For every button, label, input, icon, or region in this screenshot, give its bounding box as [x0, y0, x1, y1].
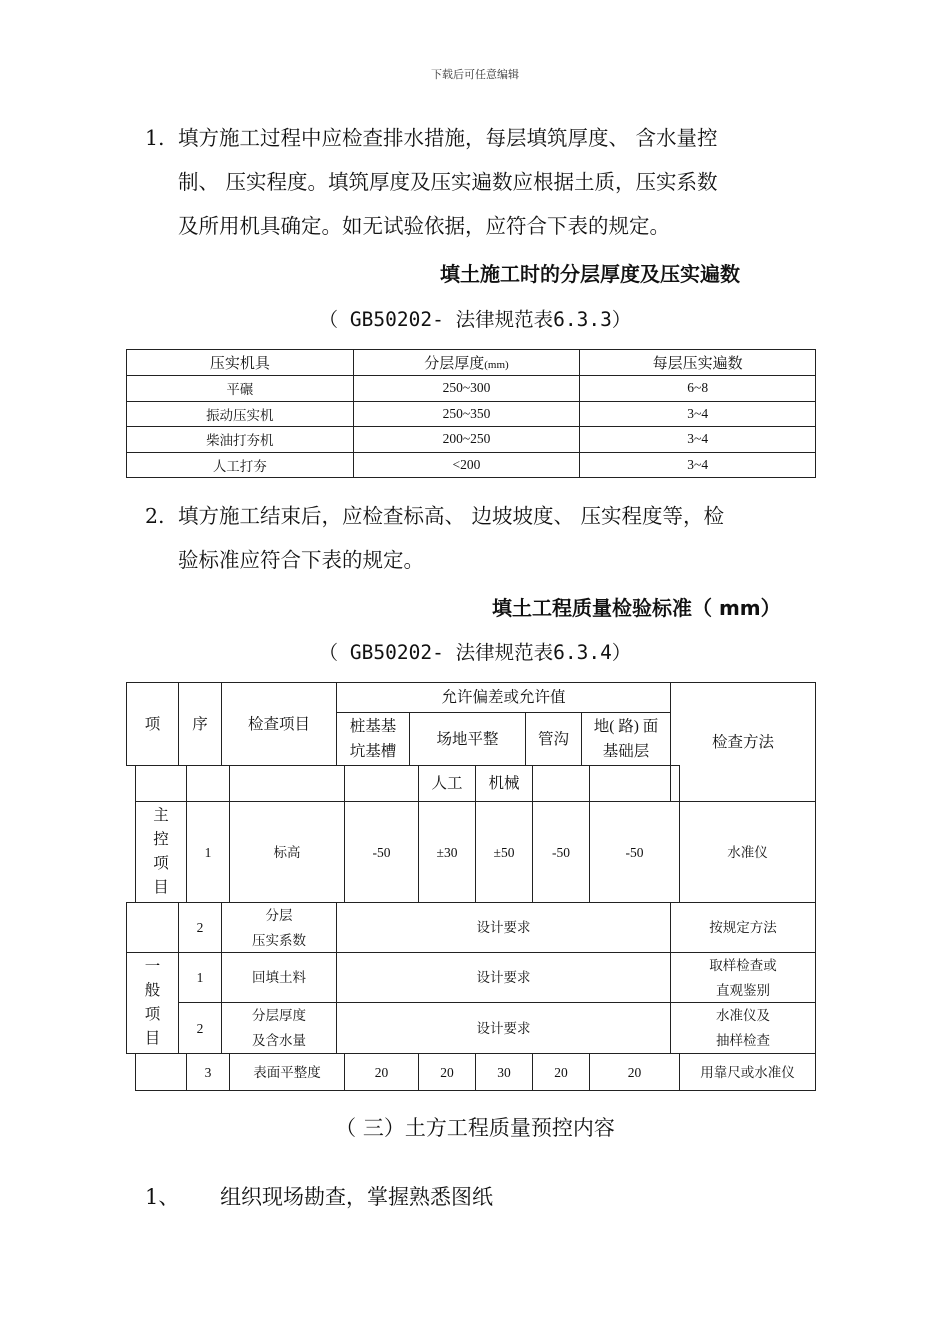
header-line: 地( 路) 面 [593, 718, 659, 735]
table-cell: 柴油打夯机 [127, 427, 354, 453]
header-text: 分层厚度 [424, 356, 485, 372]
empty-cell [532, 765, 590, 802]
table-cell: 设计要求 [336, 1002, 671, 1054]
table-cell: -50 [344, 801, 419, 903]
table-cell: 设计要求 [336, 902, 671, 953]
table-cell [670, 952, 816, 1003]
subtitle-law: 法律规范表 [455, 641, 554, 664]
header-cell: 压实机具 [127, 350, 354, 376]
empty-cell [344, 765, 419, 802]
empty-cell [229, 765, 345, 802]
title-text: 填土工程质量检验标准 [492, 596, 692, 620]
table-cell: 3~4 [580, 452, 816, 478]
empty-cell [186, 765, 230, 802]
table-cell: 标高 [229, 801, 345, 903]
table-cell: 3~4 [580, 401, 816, 427]
table2-title [492, 592, 781, 621]
table-cell: 20 [344, 1053, 419, 1091]
label-char: 一 [144, 958, 161, 975]
subtitle-law: 法律规范表 [455, 308, 554, 331]
table-cell: 200~250 [353, 427, 580, 453]
cell-line: 抽样检查 [716, 1033, 770, 1048]
header-unit: (mm) [484, 359, 509, 371]
header-road [581, 712, 671, 766]
table-row [127, 427, 816, 453]
header-manual: 人工 [418, 765, 476, 802]
header-method: 检查方法 [670, 682, 816, 802]
empty-cell [135, 765, 187, 802]
list-number: 1、 [145, 1185, 180, 1209]
paragraph-number: 1. [145, 126, 165, 150]
general-item-label [126, 952, 179, 1054]
cell-line: 分层厚度 [252, 1008, 306, 1023]
label-char: 主 [153, 807, 169, 824]
table-cell [221, 902, 337, 953]
table-row [127, 452, 816, 478]
label-char: 目 [153, 879, 169, 896]
table-cell: 表面平整度 [229, 1053, 345, 1091]
table-cell: 平碾 [127, 376, 354, 402]
cell-line: 压实系数 [252, 932, 306, 948]
empty-cell [589, 765, 680, 802]
cell-line: 及含水量 [252, 1033, 306, 1048]
paragraph-1 [145, 116, 825, 248]
subtitle-num: 6.3.4） [553, 641, 632, 664]
paragraph-number: 2. [145, 504, 165, 528]
subtitle-code: GB50202- [338, 641, 456, 664]
label-char: 般 [144, 982, 161, 999]
table-cell: 3~4 [580, 427, 816, 453]
header-seq: 序 [178, 682, 222, 766]
page-header: 下载后可任意编辑 [431, 68, 519, 81]
table-cell: -50 [532, 801, 590, 903]
table1-subtitle [0, 304, 950, 332]
table-cell: 设计要求 [336, 952, 671, 1003]
paragraph-line: 验标准应符合下表的规定。 [178, 548, 424, 572]
cell-line: 直观鉴别 [716, 982, 770, 998]
header-allowance: 允许偏差或允许值 [336, 682, 671, 713]
section-heading: （ 三）土方工程质量预控内容 [335, 1116, 615, 1140]
header-check-item: 检查项目 [221, 682, 337, 766]
subtitle-num: 6.3.3） [553, 308, 632, 331]
cell-line: 水准仪及 [716, 1008, 770, 1023]
cell-line: 分层 [265, 907, 293, 923]
label-char: 项 [153, 855, 169, 872]
table-cell: 20 [532, 1053, 590, 1091]
header-site: 场地平整 [409, 712, 526, 766]
empty-cell [135, 1053, 187, 1091]
header-item: 项 [126, 682, 179, 766]
table2-subtitle [0, 637, 950, 665]
table-cell: -50 [589, 801, 680, 903]
header-pile [336, 712, 410, 766]
paragraph-2 [145, 494, 825, 582]
table-row [127, 376, 816, 402]
table-cell: 用靠尺或水准仪 [679, 1053, 816, 1091]
label-char: 控 [153, 831, 169, 848]
subtitle-paren: （ [318, 308, 339, 331]
cell-line: 取样检查或 [709, 957, 777, 973]
table-cell: 振动压实机 [127, 401, 354, 427]
header-line: 桩基基 [349, 718, 397, 735]
table-cell [221, 1002, 337, 1054]
header-line: 基础层 [602, 743, 650, 760]
table-cell: 6~8 [580, 376, 816, 402]
table-cell: 250~350 [353, 401, 580, 427]
paragraph-line: 制、 压实程度。填筑厚度及压实遍数应根据土质，压实系数 [178, 170, 718, 194]
table-cell: 3 [186, 1053, 230, 1091]
header-machine: 机械 [475, 765, 533, 802]
paragraph-line: 填方施工过程中应检查排水措施，每层填筑厚度、 含水量控 [178, 126, 718, 150]
empty-cell [126, 902, 179, 953]
label-char: 目 [144, 1030, 161, 1047]
list-text: 组织现场勘查，掌握熟悉图纸 [220, 1185, 494, 1209]
table-cell: 1 [178, 952, 222, 1003]
header-cell: 每层压实遍数 [580, 350, 816, 376]
subtitle-paren: （ [318, 641, 339, 664]
table-cell: 1 [186, 801, 230, 903]
table-cell: 人工打夯 [127, 452, 354, 478]
list-item [145, 1181, 493, 1211]
table-cell [670, 1002, 816, 1054]
table-cell: 20 [418, 1053, 476, 1091]
table1-title: 填土施工时的分层厚度及压实遍数 [440, 262, 740, 286]
label-char: 项 [144, 1006, 161, 1023]
paragraph-line: 填方施工结束后，应检查标高、 边坡坡度、 压实程度等，检 [178, 504, 725, 528]
table-cell: 回填土料 [221, 952, 337, 1003]
table-cell: ±30 [418, 801, 476, 903]
table-cell: 水准仪 [679, 801, 816, 903]
table-cell: 250~300 [353, 376, 580, 402]
main-control-label [135, 801, 187, 903]
compaction-table [126, 349, 816, 478]
subtitle-code: GB50202- [338, 308, 456, 331]
title-unit: （ mm） [692, 596, 781, 620]
table-cell: <200 [353, 452, 580, 478]
table-cell: 2 [178, 902, 222, 953]
table-cell: ±50 [475, 801, 533, 903]
table-cell: 2 [178, 1002, 222, 1054]
table-cell: 30 [475, 1053, 533, 1091]
header-cell [353, 350, 580, 376]
table-cell: 20 [589, 1053, 680, 1091]
table-cell: 按规定方法 [670, 902, 816, 953]
table-row [127, 401, 816, 427]
header-pipe: 管沟 [525, 712, 582, 766]
header-line: 坑基槽 [349, 743, 397, 760]
paragraph-line: 及所用机具确定。如无试验依据，应符合下表的规定。 [178, 214, 670, 238]
